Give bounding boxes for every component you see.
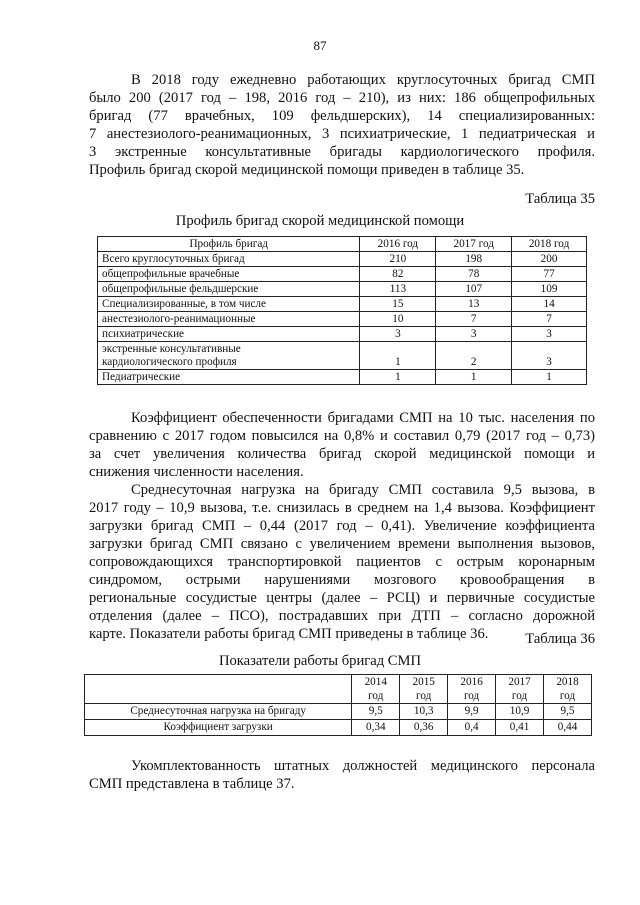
cell-2016: 15 <box>360 297 436 312</box>
header-2014 <box>352 675 400 704</box>
table-brigade-profile <box>97 236 587 385</box>
table35-title: Профиль бригад скорой медицинской помощи <box>175 213 465 229</box>
cell-2017: 13 <box>436 297 512 312</box>
table-row <box>98 342 587 370</box>
cell-2018: 3 <box>512 327 587 342</box>
row-label: психиатрические <box>98 327 360 342</box>
cell-2017: 3 <box>436 327 512 342</box>
cell-2018: 7 <box>512 312 587 327</box>
text-line: было 200 (2017 год – 198, 2016 год – 210), из них: 186 общепрофильных <box>89 90 595 106</box>
table-header-row <box>85 675 592 704</box>
table-brigade-performance <box>84 674 592 736</box>
text-line: сопровождающихся транспортировкой пациентов с острым коронарным <box>89 554 595 570</box>
table35-label: Таблица 35 <box>525 191 595 207</box>
text-line: бригад (77 врачебных, 109 фельдшерских), 14 специализированных: <box>89 108 595 124</box>
cell-2017: 107 <box>436 282 512 297</box>
text-line: сравнению с 2017 годом повысился на 0,8% и составил 0,79 (2017 год – 0,73) <box>89 428 595 444</box>
text-line: Укомплектованность штатных должностей медицинского персонала <box>131 758 595 774</box>
text-line: Среднесуточная нагрузка на бригаду СМП составила 9,5 вызова, в <box>131 482 595 498</box>
header-year: 2014 <box>364 676 387 688</box>
header-year-unit: год <box>463 690 480 702</box>
row-label: Среднесуточная нагрузка на бригаду <box>85 704 352 720</box>
header-year: 2017 <box>508 676 531 688</box>
row-label <box>98 342 360 370</box>
header-year: 2015 <box>412 676 435 688</box>
text-line: В 2018 году ежедневно работающих круглосуточных бригад СМП <box>131 72 595 88</box>
table-row <box>98 282 587 297</box>
cell-2018: 14 <box>512 297 587 312</box>
table36-label: Таблица 36 <box>525 631 595 647</box>
table-row <box>85 704 592 720</box>
cell-value: 0,36 <box>400 720 448 736</box>
row-label: общепрофильные врачебные <box>98 267 360 282</box>
header-year-unit: год <box>511 690 528 702</box>
table36-title: Показатели работы бригад СМП <box>218 653 422 669</box>
row-label-line: экстренные консультативные <box>102 343 241 355</box>
cell-2018: 109 <box>512 282 587 297</box>
cell-2017: 1 <box>436 370 512 385</box>
table-row <box>98 370 587 385</box>
header-indicator <box>85 675 352 704</box>
text-line: отделения (далее – ПСО), пострадавших при ДТП – согласно дорожной <box>89 608 595 624</box>
paragraph-staffing <box>89 757 595 793</box>
cell-value: 0,34 <box>352 720 400 736</box>
header-2017 <box>496 675 544 704</box>
text-line: карте. Показатели работы бригад СМП приведены в таблице 36. <box>89 626 489 642</box>
header-year-unit: год <box>368 690 384 702</box>
header-2017: 2017 год <box>436 237 512 252</box>
table-header-row <box>98 237 587 252</box>
text-line: загрузки бригад СМП связано с увеличением времени выполнения вызовов, <box>89 536 595 552</box>
cell-2016: 1 <box>360 342 436 370</box>
cell-value: 10,9 <box>496 704 544 720</box>
cell-value: 0,4 <box>448 720 496 736</box>
header-year: 2016 <box>460 676 483 688</box>
text-line: региональные сосудистые центры (далее – РСЦ) и первичные сосудистые <box>89 590 595 606</box>
header-2016 <box>448 675 496 704</box>
text-line: Коэффициент обеспеченности бригадами СМП на 10 тыс. населения по <box>131 410 595 426</box>
row-label: анестезиолого-реанимационные <box>98 312 360 327</box>
header-year-unit: год <box>559 690 576 702</box>
cell-2016: 210 <box>360 252 436 267</box>
header-year: 2018 <box>556 676 579 688</box>
cell-2016: 10 <box>360 312 436 327</box>
text-line: Профиль бригад скорой медицинской помощи приведен в таблице 35. <box>89 162 525 178</box>
table-row <box>98 312 587 327</box>
text-line: за счет увеличения количества бригад скорой медицинской помощи и <box>89 446 595 462</box>
paragraph-brigades-count <box>89 71 595 179</box>
row-label: Педиатрические <box>98 370 360 385</box>
row-label-line: кардиологического профиля <box>102 356 237 368</box>
page-number: 87 <box>313 38 327 53</box>
row-label: общепрофильные фельдшерские <box>98 282 360 297</box>
header-profile: Профиль бригад <box>98 237 360 252</box>
cell-value: 9,5 <box>352 704 400 720</box>
paragraph-coefficients <box>89 409 595 643</box>
header-2018: 2018 год <box>512 237 587 252</box>
header-2018 <box>544 675 592 704</box>
row-label: Всего круглосуточных бригад <box>98 252 360 267</box>
cell-2017: 78 <box>436 267 512 282</box>
cell-value: 0,41 <box>496 720 544 736</box>
text-line: загрузки бригад СМП – 0,44 (2017 год – 0,41). Увеличение коэффициента <box>89 518 595 534</box>
text-line: синдромом, острыми нарушениями мозгового кровообращения в <box>89 572 595 588</box>
table-row <box>98 267 587 282</box>
cell-value: 10,3 <box>400 704 448 720</box>
table-row <box>98 252 587 267</box>
text-line: СМП представлена в таблице 37. <box>89 776 295 792</box>
text-line: снижения численности населения. <box>89 464 304 480</box>
text-line: 7 анестезиолого-реанимационных, 3 психиатрические, 1 педиатрическая и <box>89 126 595 142</box>
cell-2018: 200 <box>512 252 587 267</box>
cell-2016: 3 <box>360 327 436 342</box>
cell-value: 9,9 <box>448 704 496 720</box>
table-row <box>98 297 587 312</box>
row-label: Коэффициент загрузки <box>85 720 352 736</box>
cell-2017: 198 <box>436 252 512 267</box>
cell-value: 0,44 <box>544 720 592 736</box>
cell-2018: 1 <box>512 370 587 385</box>
cell-2016: 113 <box>360 282 436 297</box>
table-row <box>85 720 592 736</box>
cell-2017: 2 <box>436 342 512 370</box>
cell-2016: 1 <box>360 370 436 385</box>
cell-value: 9,5 <box>544 704 592 720</box>
cell-2016: 82 <box>360 267 436 282</box>
cell-2018: 77 <box>512 267 587 282</box>
cell-2017: 7 <box>436 312 512 327</box>
table-row <box>98 327 587 342</box>
text-line: 3 экстренные консультативные бригады кардиологического профиля. <box>89 144 595 160</box>
text-line: 2017 году – 10,9 вызова, т.е. снизилась в среднем на 1,4 вызова. Коэффициент <box>89 500 595 516</box>
header-2015 <box>400 675 448 704</box>
row-label: Специализированные, в том числе <box>98 297 360 312</box>
header-year-unit: год <box>416 690 432 702</box>
header-2016: 2016 год <box>360 237 436 252</box>
cell-2018: 3 <box>512 342 587 370</box>
